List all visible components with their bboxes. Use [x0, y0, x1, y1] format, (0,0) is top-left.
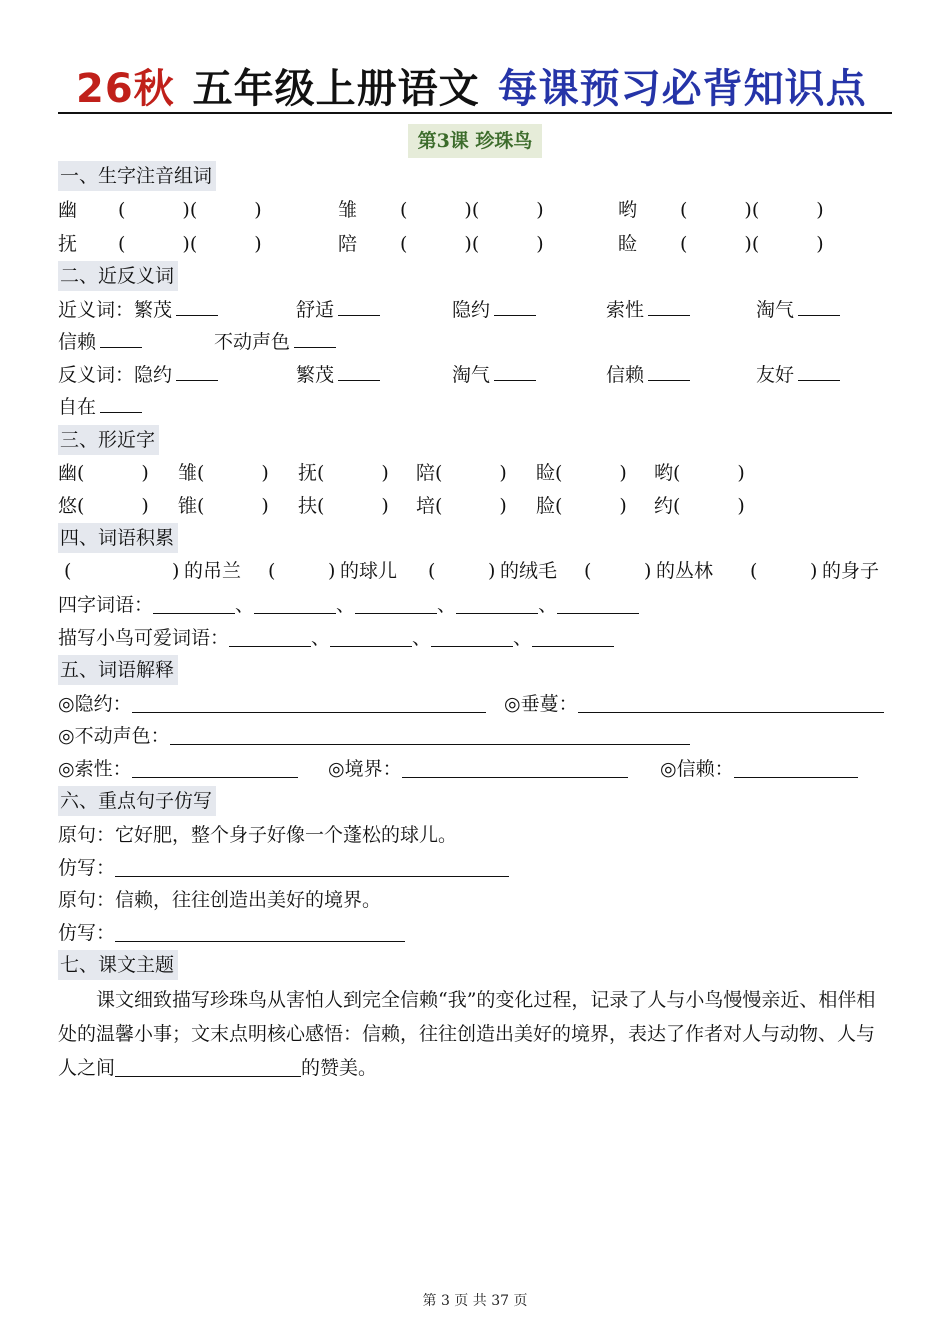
- answer-line[interactable]: [578, 690, 884, 713]
- separator: 、: [437, 594, 457, 616]
- answer-line[interactable]: [294, 333, 336, 348]
- paren-blank: ( ): [435, 495, 507, 517]
- answer-line[interactable]: [798, 301, 840, 316]
- paren-blank: ( )( ): [680, 233, 824, 255]
- synonym-word: 淘气: [756, 299, 795, 321]
- answer-line[interactable]: [100, 398, 142, 413]
- char: 哟: [618, 199, 638, 221]
- antonym-word: 友好: [756, 364, 795, 386]
- antonym-label: 反义词：: [58, 364, 135, 386]
- answer-line[interactable]: [153, 591, 235, 614]
- answer-line[interactable]: [254, 591, 336, 614]
- synonym-word: 信赖: [58, 331, 97, 353]
- answer-line[interactable]: [557, 591, 639, 614]
- synonym-label: 近义词：: [58, 299, 135, 321]
- theme-text: 课文细致描写珍珠鸟从害怕人到完全信赖“我”的变化过程，记录了人与小鸟慢慢亲近、相伴相处的温馨小事；文末点明核心感悟：信赖，往往创造出美好的境界，表达了作者对人与动物、人与人之间: [58, 989, 876, 1079]
- answer-line[interactable]: [132, 690, 486, 713]
- term: ◎不动声色：: [58, 725, 170, 747]
- section-title-5: 五、词语解释: [58, 655, 178, 685]
- char: 抚: [58, 233, 78, 255]
- antonym-word: 自在: [58, 396, 97, 418]
- char: 幽: [58, 199, 78, 221]
- term: ◎垂蔓：: [504, 693, 578, 715]
- char: 锥: [178, 495, 198, 517]
- imitation-label: 仿写：: [58, 857, 116, 879]
- answer-line[interactable]: [355, 591, 437, 614]
- paren-blank: ( )( ): [118, 233, 262, 255]
- answer-line[interactable]: [532, 624, 614, 647]
- char: 陪: [416, 462, 436, 484]
- phrase: 的丛林: [656, 560, 714, 582]
- antonym-word: 淘气: [452, 364, 491, 386]
- phrase: 的球儿: [340, 560, 398, 582]
- answer-line[interactable]: [648, 301, 690, 316]
- char: 雏: [178, 462, 198, 484]
- answer-line[interactable]: [330, 624, 412, 647]
- separator: 、: [412, 627, 432, 649]
- answer-line[interactable]: [734, 755, 858, 778]
- paren-blank: ( ): [435, 462, 507, 484]
- synonym-word: 舒适: [296, 299, 335, 321]
- imitation-row-2: [58, 917, 405, 949]
- synonym-word: 繁茂: [134, 299, 173, 321]
- answer-line[interactable]: [494, 366, 536, 381]
- char: 脸: [536, 495, 556, 517]
- paren-blank: ( ): [673, 495, 745, 517]
- paren-blank: ( ): [197, 462, 269, 484]
- char: 约: [654, 495, 674, 517]
- phrase: 的身子: [822, 560, 880, 582]
- section-title-7: 七、课文主题: [58, 950, 178, 980]
- title-grade: 五年级上册语文: [192, 66, 480, 112]
- title-topic: 每课预习必背知识点: [497, 66, 867, 112]
- answer-line[interactable]: [494, 301, 536, 316]
- answer-line[interactable]: [338, 301, 380, 316]
- separator: 、: [513, 627, 533, 649]
- section-title-2: 二、近反义词: [58, 261, 178, 291]
- section-title-1: 一、生字注音组词: [58, 161, 216, 191]
- antonym-word: 繁茂: [296, 364, 335, 386]
- paren-blank: ( )( ): [400, 199, 544, 221]
- answer-line[interactable]: [456, 591, 538, 614]
- char: 睑: [536, 462, 556, 484]
- synonym-word: 不动声色: [214, 331, 291, 353]
- char: 抚: [298, 462, 318, 484]
- answer-line[interactable]: [176, 301, 218, 316]
- char: 陪: [338, 233, 358, 255]
- section-title-4: 四、词语积累: [58, 523, 178, 553]
- original-sentence-1: 原句：它好肥，整个身子好像一个蓬松的球儿。: [58, 824, 458, 846]
- answer-line[interactable]: [170, 722, 690, 745]
- answer-line[interactable]: [338, 366, 380, 381]
- char: 睑: [618, 233, 638, 255]
- term: ◎信赖：: [660, 758, 734, 780]
- page-header: [58, 66, 892, 116]
- paren-blank: ( )( ): [680, 199, 824, 221]
- paren-blank: ( ): [555, 462, 627, 484]
- answer-line[interactable]: [132, 755, 298, 778]
- answer-line[interactable]: [431, 624, 513, 647]
- cute-words-label: 描写小鸟可爱词语：: [58, 627, 230, 649]
- answer-line[interactable]: [100, 333, 142, 348]
- paren-blank: ( ): [673, 462, 745, 484]
- imitation-label: 仿写：: [58, 922, 116, 944]
- answer-line[interactable]: [115, 1054, 301, 1077]
- separator: 、: [336, 594, 356, 616]
- phrase: 的吊兰: [184, 560, 242, 582]
- original-sentence-2: 原句：信赖，往往创造出美好的境界。: [58, 889, 382, 911]
- paren-blank: ( ): [77, 495, 149, 517]
- cute-words-row: [58, 622, 614, 654]
- page-title: [76, 66, 867, 112]
- title-season: 26秋: [76, 66, 175, 112]
- answer-line[interactable]: [115, 854, 509, 877]
- char: 雏: [338, 199, 358, 221]
- synonym-word: 索性: [606, 299, 645, 321]
- separator: 、: [235, 594, 255, 616]
- paren-blank: ( )( ): [400, 233, 544, 255]
- page-number: 第 3 页 共 37 页: [422, 1293, 528, 1309]
- phrase: 的绒毛: [500, 560, 558, 582]
- separator: 、: [311, 627, 331, 649]
- answer-line[interactable]: [115, 919, 405, 942]
- paren-blank: ( )( ): [118, 199, 262, 221]
- paren-blank: ( ): [77, 462, 149, 484]
- antonym-word: 信赖: [606, 364, 645, 386]
- synonym-word: 隐约: [452, 299, 491, 321]
- section-title-3: 三、形近字: [58, 425, 159, 455]
- paren-blank: ( ): [317, 462, 389, 484]
- answer-line[interactable]: [402, 755, 628, 778]
- four-char-words-row: [58, 589, 639, 621]
- term: ◎索性：: [58, 758, 132, 780]
- antonym-word: 隐约: [134, 364, 173, 386]
- char: 扶: [298, 495, 318, 517]
- imitation-row-1: [58, 852, 509, 884]
- separator: 、: [538, 594, 558, 616]
- lesson-title: 第3课 珍珠鸟: [408, 124, 542, 158]
- term: ◎隐约：: [58, 693, 132, 715]
- answer-line[interactable]: [176, 366, 218, 381]
- char: 培: [416, 495, 436, 517]
- answer-line[interactable]: [648, 366, 690, 381]
- paren-blank: ( ): [317, 495, 389, 517]
- worksheet-page: 26秋 五年级上册语文 每课预习必背知识点 第3课 珍珠鸟 一、生字注音组词 幽 ( )( ) 雏 ( )( ) 哟 ( )( ) 抚 ( )( ) 陪 ( )( ) 睑 ( )( ) 二、近反义词 近义词：繁茂 舒适 隐约 索性 淘气 信赖 不动声色 反义词：隐约 繁茂 淘气 信赖 友好 自在 三、形近字 幽( ) 雏( ) 抚( ) 陪( ) 睑( ) 哟( ) 悠( ) 锥( ) 扶( ) 培( ) 脸( ) 约( ) 四、词语积累 ( ) 的吊兰 ( ) 的球儿 ( ) 的绒毛 ( ) 的丛林 ( ) 的身子 四字词语： 、 、 、 、 描写小鸟可爱词语： 、 、 、 五、词语解释 ◎隐约： ◎垂蔓： ◎不动声色： ◎索性： ◎境界： ◎信赖： 六、重点句子仿写 原句：它好肥，整个身子好像一个蓬松的球儿。 仿写： 原句：信赖，往往创造出美好的境界。 仿写： 七、课文主题 课文细致描写珍珠鸟从害怕人到完全信赖“我”的变化过程，记录了人与小鸟慢慢亲近、相伴相处的温馨小事；文末点明核心感悟：信赖，往往创造出美好的境界，表达了作者对人与动物、人与人之间 的赞美。 第 3 页 共 37 页: [0, 0, 950, 1344]
- answer-line[interactable]: [229, 624, 311, 647]
- header-rule: [58, 112, 892, 114]
- four-char-label: 四字词语：: [58, 594, 154, 616]
- answer-line[interactable]: [798, 366, 840, 381]
- term: ◎境界：: [328, 758, 402, 780]
- paren-blank: ( ): [197, 495, 269, 517]
- theme-text-end: 的赞美。: [301, 1057, 378, 1079]
- char: 幽: [58, 462, 78, 484]
- char: 悠: [58, 495, 78, 517]
- theme-paragraph: [58, 983, 892, 1085]
- paren-blank: ( ): [555, 495, 627, 517]
- char: 哟: [654, 462, 674, 484]
- section-title-6: 六、重点句子仿写: [58, 786, 216, 816]
